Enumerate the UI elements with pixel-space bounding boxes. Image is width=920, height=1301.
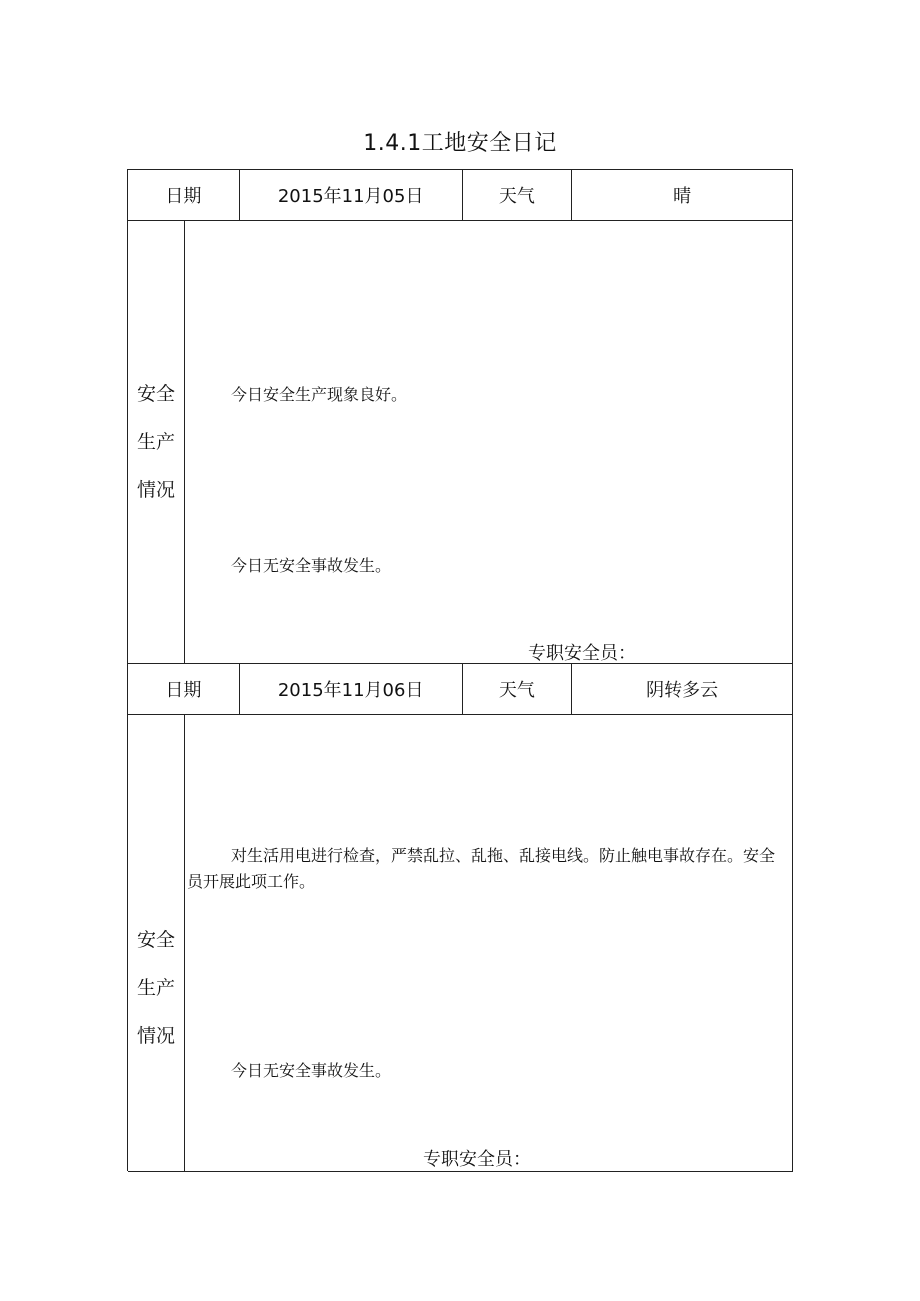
date-value: 2015年11月06日 [240, 664, 463, 714]
weather-label: 天气 [463, 170, 573, 220]
safety-officer-signature-label: 专职安全员： [528, 643, 636, 664]
safety-status-content [185, 221, 793, 663]
weather-value: 阴转多云 [572, 664, 793, 714]
section-label-cell [128, 715, 185, 1171]
accident-paragraph: 今日无安全事故发生。 [231, 1061, 392, 1080]
date-value: 2015年11月05日 [240, 170, 463, 220]
section-label: 安全 生产 情况 [136, 929, 175, 1047]
date-label: 日期 [128, 170, 240, 220]
section-label: 安全 生产 情况 [136, 383, 175, 501]
safety-officer-signature-label: 专职安全员： [423, 1149, 531, 1170]
date-label: 日期 [128, 664, 240, 714]
status-paragraph: 今日安全生产现象良好。 [231, 385, 408, 404]
entry-2-header-row [128, 664, 793, 715]
accident-paragraph: 今日无安全事故发生。 [231, 556, 392, 575]
document-title: 1.4.1工地安全日记 [363, 131, 557, 156]
entry-1-header-row [128, 170, 793, 221]
entry-1-body-row [128, 221, 793, 664]
safety-diary-table [127, 169, 793, 1171]
safety-status-content [185, 715, 793, 1171]
weather-label: 天气 [463, 664, 573, 714]
section-label-cell [128, 221, 185, 663]
entry-2-body-row [128, 715, 793, 1172]
weather-value: 晴 [572, 170, 793, 220]
inspection-paragraph: 对生活用电进行检查，严禁乱拉、乱拖、乱接电线。防止触电事故存在。安全员开展此项工作。 [187, 846, 776, 891]
